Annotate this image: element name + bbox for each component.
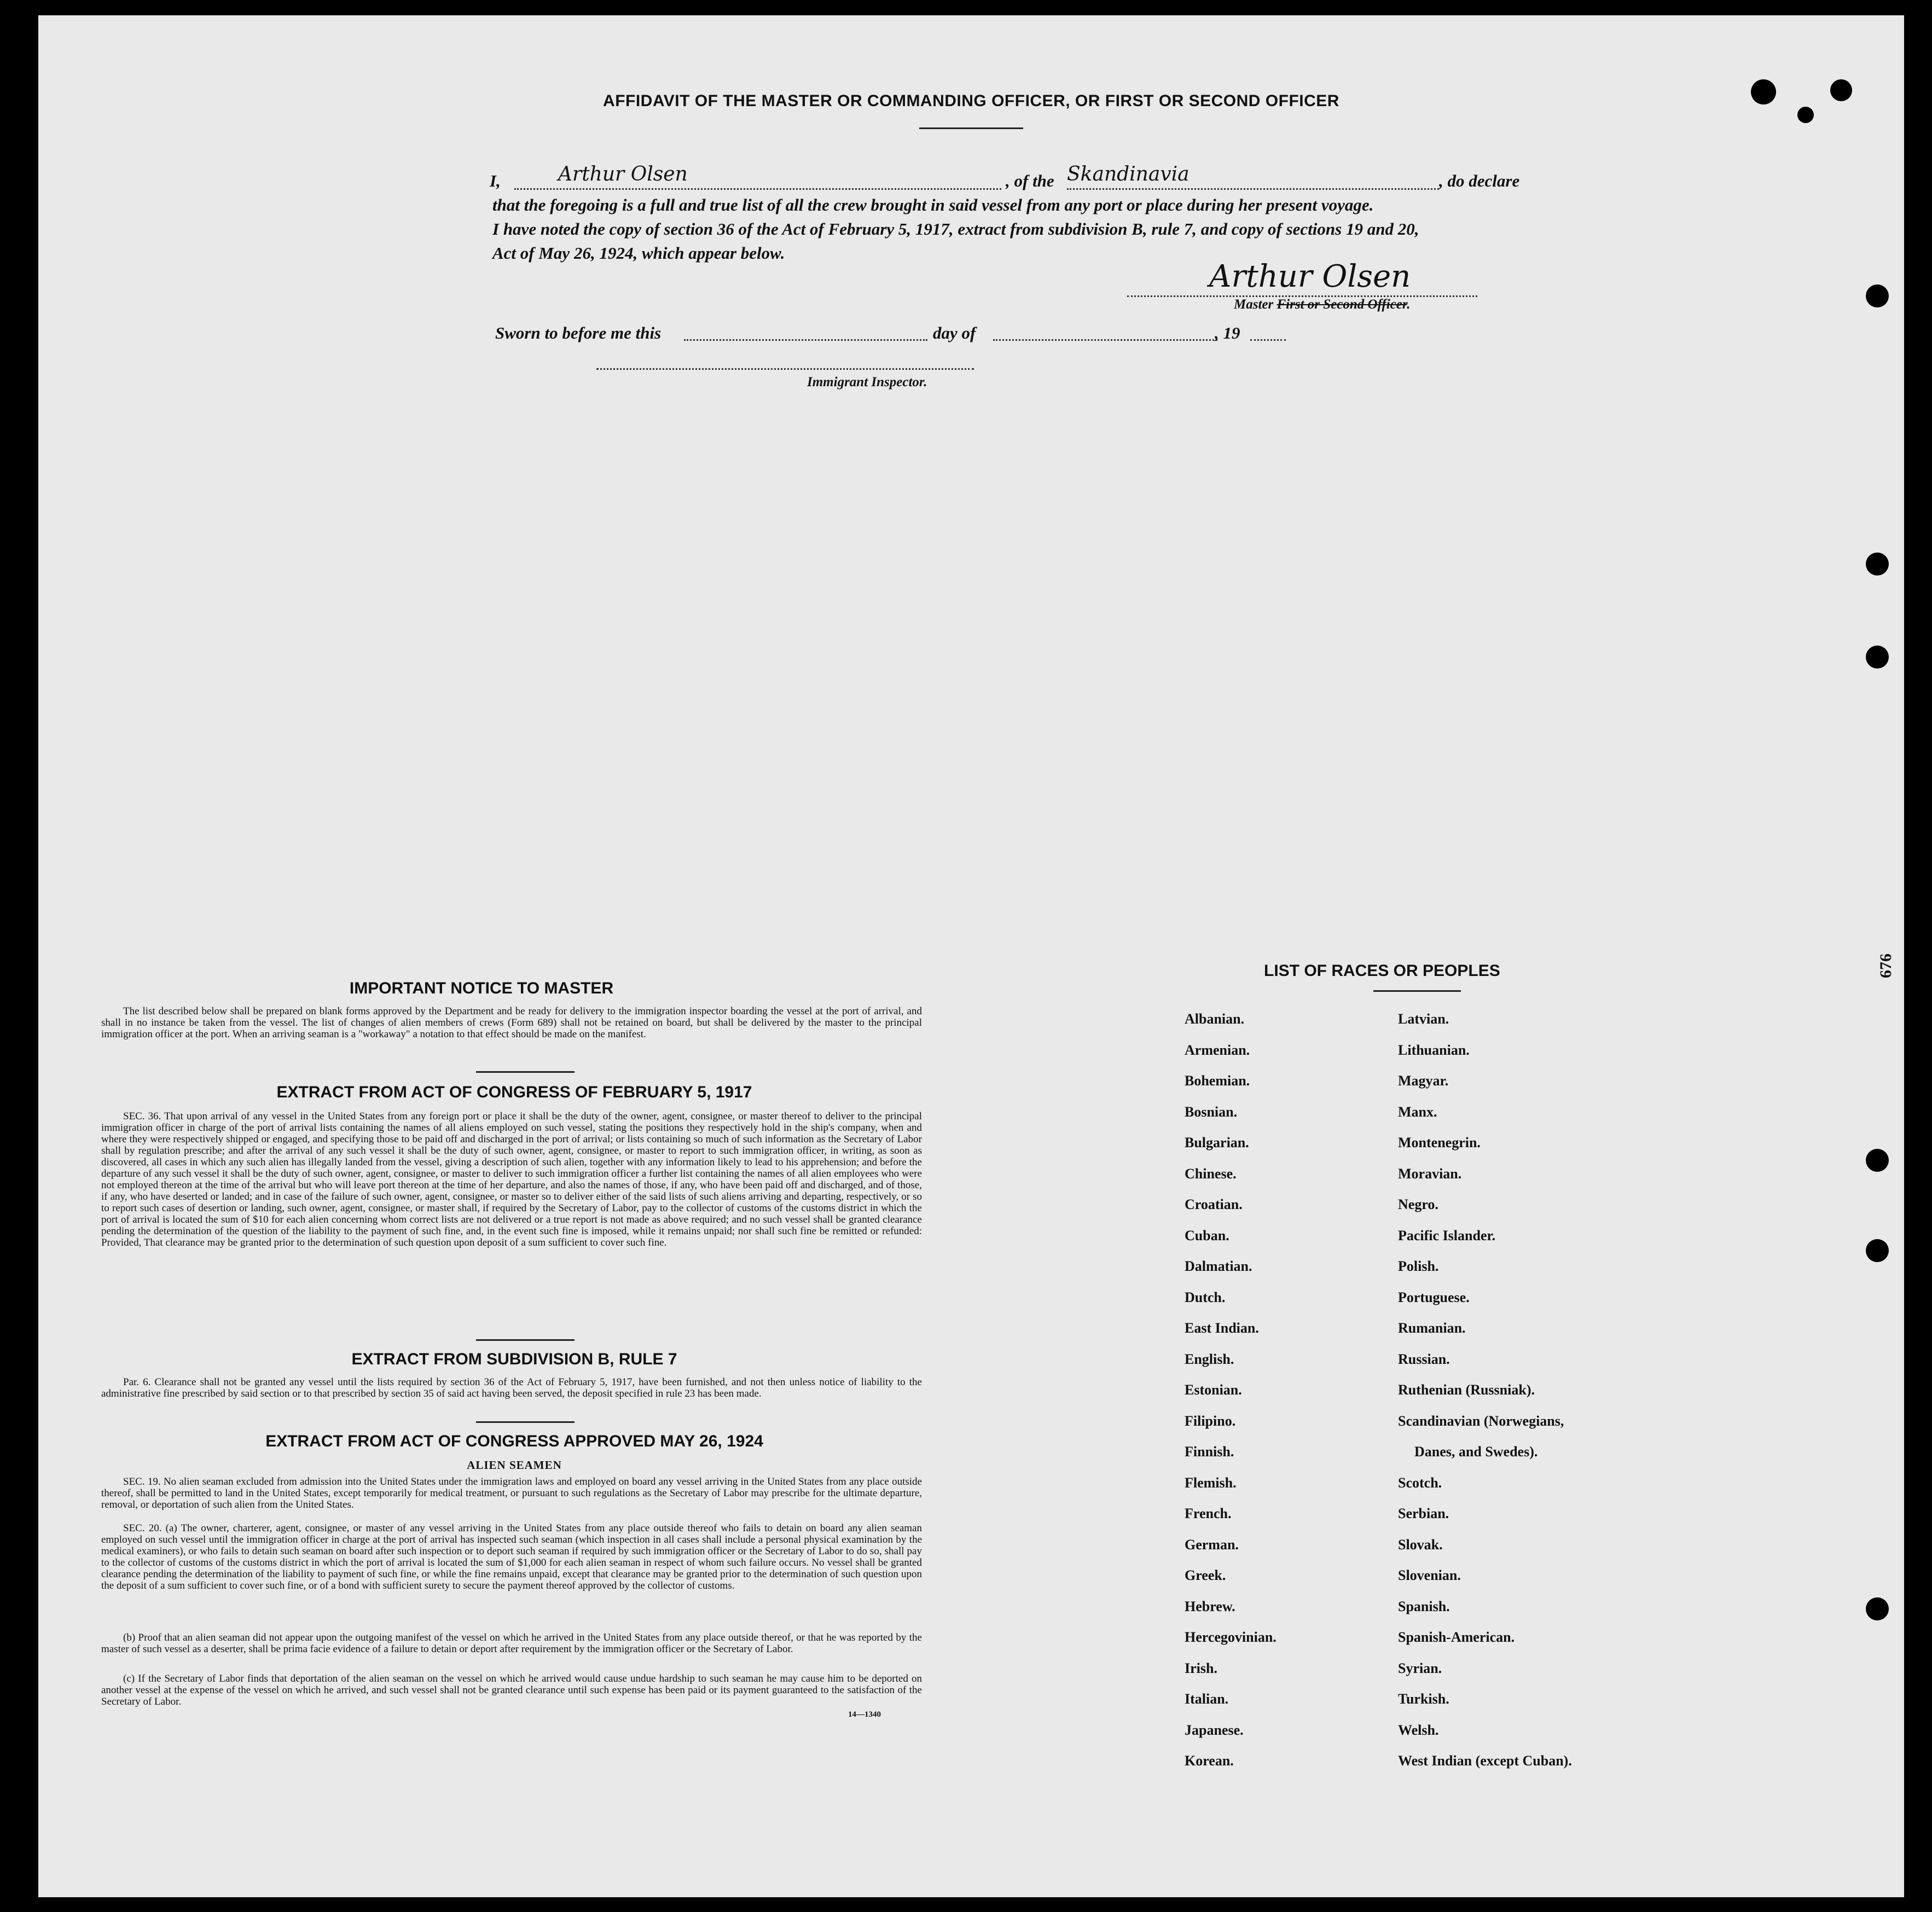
punch-hole [1866,646,1889,669]
declaration-line-4: Act of May 26, 1924, which appear below. [492,243,785,263]
do-declare-label: , do declare [1439,171,1520,190]
declarant-pronoun: I, [490,171,501,190]
race-item: Albanian. [1185,1011,1245,1027]
sworn-month-line [993,339,1217,341]
declarant-name: Arthur Olsen [558,163,688,185]
race-item: Korean. [1185,1753,1234,1769]
punch-hole [1866,1597,1889,1620]
divider-1 [476,1071,575,1073]
race-item: Dalmatian. [1185,1258,1252,1274]
race-item: Greek. [1185,1567,1226,1583]
races-title: LIST OF RACES OR PEOPLES [1264,962,1500,980]
race-item: Russian. [1398,1351,1450,1367]
role-end: . [1407,297,1411,312]
form-sheet [38,15,1904,1897]
race-item: Spanish. [1398,1598,1450,1614]
sworn-day-line [684,339,927,341]
race-item: Moravian. [1398,1165,1462,1182]
race-item: Rumanian. [1398,1320,1466,1336]
race-item: German. [1185,1536,1239,1553]
form-number: 14—1340 [848,1710,881,1719]
race-item: Montenegrin. [1398,1135,1481,1150]
notice-title: IMPORTANT NOTICE TO MASTER [349,979,614,997]
role-struck: First or Second Officer [1277,297,1407,312]
affidavit-title: AFFIDAVIT OF THE MASTER OR COMMANDING OFFICER, OR FIRST OR SECOND OFFICER [603,92,1339,110]
declaration-line-3: I have noted the copy of section 36 of the Act of February 5, 1917, extract from subdivision B, rule 7, and copy of sections 19 and 20, [492,219,1419,239]
race-item: Bulgarian. [1185,1135,1249,1150]
race-item: Slovenian. [1398,1567,1461,1583]
sworn-day-label: day of [933,323,976,342]
sworn-year-line [1250,339,1286,341]
race-item: Manx. [1398,1103,1437,1120]
race-item: Negro. [1398,1196,1438,1212]
race-item: Welsh. [1398,1722,1439,1738]
race-item: Filipino. [1185,1413,1236,1429]
race-item: Pacific Islander. [1398,1227,1496,1243]
subdivision-body: Par. 6. Clearance shall not be granted any vessel until the lists required by section 36 of the Act of February 5, 1917, have been furnished, and not then unless notice of liability to the administrative fine prescribed by said section or to that prescribed by section 35 of said act having been served, the deposit specified in rule 23 has been made. [101,1376,922,1399]
extract-1917-body: SEC. 36. That upon arrival of any vessel in the United States from any foreign port or place it shall be the duty of the owner, agent, consignee, or master thereof to deliver to the principal immigration officer in charge of the port of arrival lists containing the names of all aliens employed on such vessel, stating the positions they respectively hold in the ship's company, when and where they were respectively shipped or engaged, and specifying those to be paid off and discharged in the port of arrival; or lists containing so much of such information as the Secretary of Labor shall by regulation prescribe; and after the arrival of any such vessel it shall be the duty of such owner, agent, consignee, or master to report to such immigration officer, in writing, as soon as discovered, all cases in which any such alien has illegally landed from the vessel, giving a description of such alien, together with any information likely to lead to his apprehension; and before the departure of any such vessel it shall be the duty of such owner, agent, consignee, or master to deliver to such immigration officer a further list containing the names of all alien employees who were not employed thereon at the time of the arrival but who will leave port thereon at the time of her departure, and also the names of those, if any, who have been paid off and discharged, and of those, if any, who have deserted or landed; and in case of the failure of such owner, agent, consignee, or master so to deliver either of the said lists of such aliens arriving and departing, respectively, or so to report such cases of desertion or landing, such owner, agent, consignee, or master shall, if required by the Secretary of Labor, pay to the collector of customs of the customs district in which the port of arrival is located the sum of $10 for each alien concerning whom correct lists are not delivered or a true report is not made as above required; and no such vessel shall be granted clearance pending the determination of the question of the liability to the payment of such fine, and, in the event such fine is imposed, while it remains unpaid; nor shall such fine be remitted or refunded: Provided, That clearance may be granted prior to the determination of such question upon deposit of a sum sufficient to cover such fine. [101,1111,922,1248]
race-item: Syrian. [1398,1660,1442,1676]
punch-hole [1866,1239,1889,1262]
race-item: Hebrew. [1185,1598,1235,1614]
race-item: Armenian. [1185,1042,1250,1058]
alien-seamen-subtitle: ALIEN SEAMEN [467,1458,562,1472]
races-underline [1373,990,1461,992]
punch-hole [1866,284,1889,307]
of-the-label: , of the [1006,171,1054,190]
race-item: Estonian. [1185,1382,1242,1398]
race-item: English. [1185,1351,1234,1367]
race-item: Bosnian. [1185,1103,1238,1120]
sec-20c-body: (c) If the Secretary of Labor finds that deportation of the alien seaman on the vessel on which he arrived would cause undue hardship to such seaman he may cause him to be deported on another vessel at the expense of the vessel on which he arrived, and such vessel shall not be granted clearance until such expense has been paid or its payment guaranteed to the satisfaction of the Secretary of Labor. [101,1673,922,1707]
race-item: Chinese. [1185,1165,1237,1182]
signature-role [1234,293,1410,316]
role-master: Master [1234,297,1274,312]
race-item: West Indian (except Cuban). [1398,1753,1572,1769]
race-item: Japanese. [1185,1722,1244,1738]
race-item: Serbian. [1398,1506,1449,1521]
race-item: Ruthenian (Russniak). [1398,1382,1535,1398]
race-item: Hercegovinian. [1185,1629,1277,1645]
extract-1917-title: EXTRACT FROM ACT OF CONGRESS OF FEBRUARY 5, 1917 [276,1083,752,1101]
race-item: Portuguese. [1398,1289,1470,1305]
race-item: Finnish. [1185,1444,1234,1460]
race-item: French. [1185,1506,1232,1521]
race-item: Danes, and Swedes). [1414,1444,1538,1460]
race-item: Cuban. [1185,1227,1229,1243]
inspector-label: Immigrant Inspector. [807,375,927,390]
sec-20b-body: (b) Proof that an alien seaman did not appear upon the outgoing manifest of the vessel on which he arrived in the United States from any place outside thereof, or that he was reported by the master of such vessel as a deserter, shall be prima facie evidence of a failure to detain or deport after requirement by the immigration officer or the Secretary of Labor. [101,1632,922,1655]
punch-hole [1830,79,1852,101]
race-item: Polish. [1398,1258,1439,1274]
race-item: Flemish. [1185,1474,1237,1491]
race-item: Turkish. [1398,1691,1449,1707]
punch-hole [1797,107,1814,123]
declaration-line-2: that the foregoing is a full and true list of all the crew brought in said vessel from any port or place during her present voyage. [492,195,1374,214]
race-item: Italian. [1185,1691,1229,1707]
race-item: Bohemian. [1185,1073,1250,1089]
race-item: Latvian. [1398,1011,1449,1027]
race-item: East Indian. [1185,1320,1259,1336]
vessel-line [1067,188,1439,190]
vessel-name: Skandinavia [1067,163,1190,185]
punch-hole [1751,79,1776,104]
race-item: Scotch. [1398,1474,1442,1491]
race-item: Lithuanian. [1398,1042,1470,1058]
sworn-year-label: , 19 [1215,323,1240,342]
race-item: Spanish-American. [1398,1629,1515,1645]
race-item: Slovak. [1398,1536,1443,1553]
sec-20a-body: SEC. 20. (a) The owner, charterer, agent, consignee, or master of any vessel arriving in the United States from any place outside thereof who fails to detain on board any alien seaman employed on such vessel until the immigration officer in charge at the port of arrival has inspected such seaman (which inspection in all cases shall include a personal physical examination by the medical examiners), or who fails to detain such seaman on board after such inspection or to deport such seaman if required by such immigration officer or the Secretary of Labor to do so, shall pay to the collector of customs of the customs district in which the port of arrival is located the sum of $1,000 for each alien seaman in respect of whom such failure occurs. No vessel shall be granted clearance pending the determination of the liability to payment of such fine, or while the fine remains unpaid, except that clearance may be granted prior to the determination of such question upon the deposit of a sum sufficient to cover such fine, or of a bond with sufficient surety to secure the payment thereof approved by the collector of customs. [101,1522,922,1591]
name-line [514,188,1001,190]
sworn-prefix: Sworn to before me this [495,323,662,342]
sec-19-body: SEC. 19. No alien seaman excluded from admission into the United States under the immigration laws and employed on board any vessel arriving in the United States from any place outside thereof, shall be permitted to land in the United States, except temporarily for medical treatment, or pursuant to such regulations as the Secretary of Labor may prescribe for the ultimate departure, removal, or deportation of such alien from the United States. [101,1476,922,1510]
race-item: Dutch. [1185,1289,1226,1305]
title-underline [919,127,1023,129]
notice-body: The list described below shall be prepared on blank forms approved by the Department and be ready for delivery to the immigration inspector boarding the vessel at the port of arrival, and shall in no instance be taken from the vessel. The list of changes of alien members of crews (Form 689) shall not be retained on board, but shall be delivered by the master to the principal immigration officer at the port. When an arriving seaman is a "workaway" a notation to that effect should be made on the manifest. [101,1006,922,1040]
race-item: Croatian. [1185,1196,1243,1212]
punch-hole [1866,553,1889,576]
race-item: Scandinavian (Norwegians, [1398,1413,1564,1429]
extract-1924-title: EXTRACT FROM ACT OF CONGRESS APPROVED MAY 26, 1924 [265,1432,763,1450]
punch-hole [1866,1149,1889,1172]
divider-2 [476,1339,575,1341]
race-item: Irish. [1185,1660,1217,1676]
subdivision-title: EXTRACT FROM SUBDIVISION B, RULE 7 [351,1350,677,1368]
race-item: Magyar. [1398,1073,1449,1089]
inspector-line [596,368,974,370]
master-signature: Arthur Olsen [1209,259,1411,294]
margin-note: 676 [1877,954,1895,978]
divider-3 [476,1421,575,1423]
